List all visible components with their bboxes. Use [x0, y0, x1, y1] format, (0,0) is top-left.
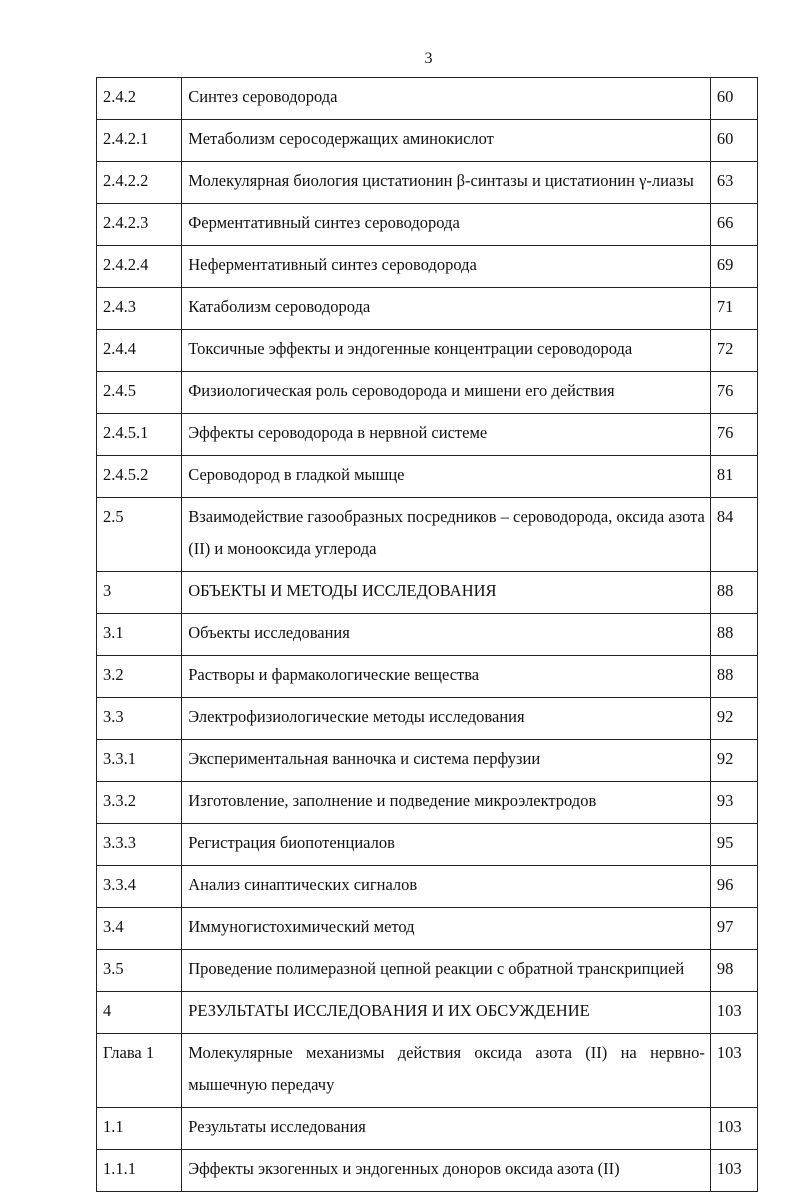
table-row — [97, 824, 758, 866]
table-row — [97, 498, 758, 572]
section-number: Глава 1 — [97, 1034, 182, 1108]
section-page: 66 — [710, 204, 757, 246]
table-row — [97, 204, 758, 246]
section-number: 3 — [97, 572, 182, 614]
section-page: 103 — [710, 1108, 757, 1150]
section-title: Катаболизм сероводорода — [182, 288, 711, 330]
section-number: 2.4.5.1 — [97, 414, 182, 456]
table-row — [97, 1150, 758, 1192]
section-number: 2.4.5.2 — [97, 456, 182, 498]
table-row — [97, 992, 758, 1034]
section-page: 103 — [710, 1150, 757, 1192]
section-number: 4 — [97, 992, 182, 1034]
table-row — [97, 246, 758, 288]
section-number: 2.4.2.4 — [97, 246, 182, 288]
section-title: Объекты исследования — [182, 614, 711, 656]
table-row — [97, 456, 758, 498]
section-title: Изготовление, заполнение и подведение микроэлектродов — [182, 782, 711, 824]
page-number: 3 — [424, 50, 433, 67]
table-row — [97, 120, 758, 162]
table-row — [97, 782, 758, 824]
section-page: 88 — [710, 614, 757, 656]
section-number: 3.3.2 — [97, 782, 182, 824]
section-number: 1.1.1 — [97, 1150, 182, 1192]
section-number: 3.3 — [97, 698, 182, 740]
section-title: Проведение полимеразной цепной реакции с обратной транскрипцией — [182, 950, 711, 992]
section-title: Иммуногистохимический метод — [182, 908, 711, 950]
section-page: 103 — [710, 1034, 757, 1108]
table-row — [97, 740, 758, 782]
section-title: Молекулярная биология цистатионин β-синтазы и цистатионин γ-лиазы — [182, 162, 711, 204]
section-title: Взаимодействие газообразных посредников – сероводорода, оксида азота (II) и монооксида углерода — [182, 498, 711, 572]
section-page: 69 — [710, 246, 757, 288]
section-number: 2.4.2 — [97, 78, 182, 120]
section-number: 2.4.2.3 — [97, 204, 182, 246]
section-title: Электрофизиологические методы исследования — [182, 698, 711, 740]
table-row — [97, 372, 758, 414]
section-number: 3.1 — [97, 614, 182, 656]
section-page: 63 — [710, 162, 757, 204]
section-page: 93 — [710, 782, 757, 824]
section-title: Результаты исследования — [182, 1108, 711, 1150]
section-page: 92 — [710, 698, 757, 740]
section-page: 76 — [710, 372, 757, 414]
table-row — [97, 1034, 758, 1108]
section-page: 97 — [710, 908, 757, 950]
section-number: 2.4.4 — [97, 330, 182, 372]
section-number: 2.4.2.2 — [97, 162, 182, 204]
section-title: РЕЗУЛЬТАТЫ ИССЛЕДОВАНИЯ И ИХ ОБСУЖДЕНИЕ — [182, 992, 711, 1034]
table-row — [97, 656, 758, 698]
table-row — [97, 162, 758, 204]
section-page: 60 — [710, 120, 757, 162]
table-row — [97, 908, 758, 950]
table-row — [97, 866, 758, 908]
section-number: 2.4.5 — [97, 372, 182, 414]
section-number: 3.3.4 — [97, 866, 182, 908]
table-row — [97, 414, 758, 456]
section-number: 1.1 — [97, 1108, 182, 1150]
section-number: 2.4.2.1 — [97, 120, 182, 162]
section-title: Растворы и фармакологические вещества — [182, 656, 711, 698]
section-title: Ферментативный синтез сероводорода — [182, 204, 711, 246]
section-title: Эффекты сероводорода в нервной системе — [182, 414, 711, 456]
section-title: Эффекты экзогенных и эндогенных доноров оксида азота (II) — [182, 1150, 711, 1192]
section-page: 81 — [710, 456, 757, 498]
section-title: Метаболизм серосодержащих аминокислот — [182, 120, 711, 162]
section-page: 88 — [710, 656, 757, 698]
section-title: Молекулярные механизмы действия оксида азота (II) на нервно-мышечную передачу — [182, 1034, 711, 1108]
section-page: 84 — [710, 498, 757, 572]
section-title: ОБЪЕКТЫ И МЕТОДЫ ИССЛЕДОВАНИЯ — [182, 572, 711, 614]
section-page: 60 — [710, 78, 757, 120]
table-row — [97, 330, 758, 372]
toc-body — [97, 78, 758, 1192]
section-title: Синтез сероводорода — [182, 78, 711, 120]
table-row — [97, 572, 758, 614]
table-row — [97, 950, 758, 992]
section-page: 88 — [710, 572, 757, 614]
section-number: 3.3.1 — [97, 740, 182, 782]
section-title: Неферментативный синтез сероводорода — [182, 246, 711, 288]
section-title: Анализ синаптических сигналов — [182, 866, 711, 908]
section-number: 3.3.3 — [97, 824, 182, 866]
section-title: Сероводород в гладкой мышце — [182, 456, 711, 498]
section-page: 72 — [710, 330, 757, 372]
table-row — [97, 288, 758, 330]
table-row — [97, 698, 758, 740]
table-row — [97, 614, 758, 656]
section-page: 95 — [710, 824, 757, 866]
table-row — [97, 1108, 758, 1150]
section-number: 3.2 — [97, 656, 182, 698]
section-number: 3.4 — [97, 908, 182, 950]
section-page: 103 — [710, 992, 757, 1034]
section-title: Экспериментальная ванночка и система перфузии — [182, 740, 711, 782]
section-number: 3.5 — [97, 950, 182, 992]
section-page: 76 — [710, 414, 757, 456]
table-row — [97, 78, 758, 120]
section-page: 71 — [710, 288, 757, 330]
table-of-contents — [96, 77, 758, 1192]
section-title: Физиологическая роль сероводорода и мишени его действия — [182, 372, 711, 414]
section-page: 96 — [710, 866, 757, 908]
section-number: 2.5 — [97, 498, 182, 572]
section-number: 2.4.3 — [97, 288, 182, 330]
section-title: Токсичные эффекты и эндогенные концентрации сероводорода — [182, 330, 711, 372]
section-page: 92 — [710, 740, 757, 782]
section-title: Регистрация биопотенциалов — [182, 824, 711, 866]
section-page: 98 — [710, 950, 757, 992]
